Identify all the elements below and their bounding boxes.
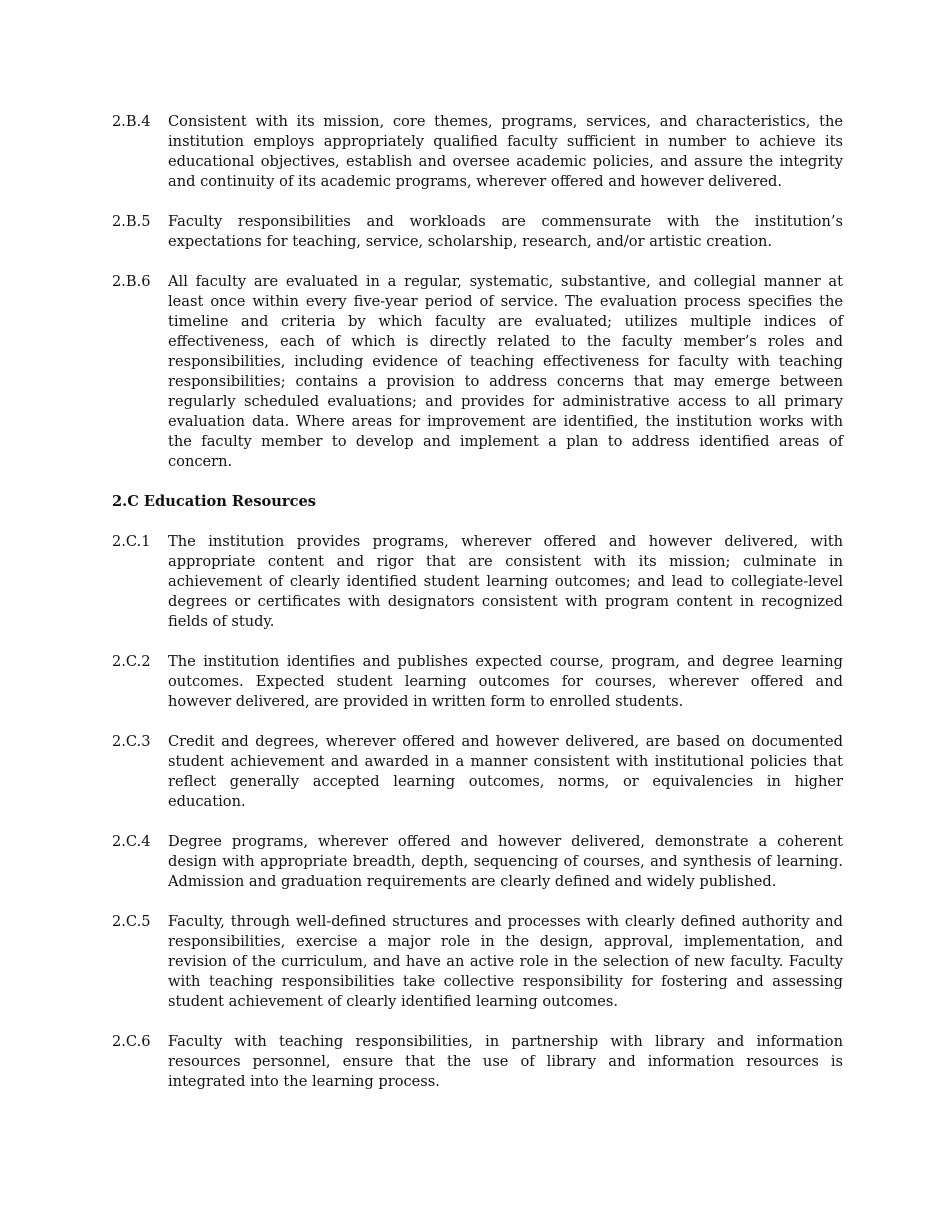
- standard-number: 2.C.2: [112, 653, 151, 670]
- standard-text: The institution provides programs, wherever offered and however delivered, with appropriate content and rigor that are consistent with its mission; culminate in achievement of clearly identified student learning outcomes; and lead to collegiate-level degrees or certificates with designators consistent with program content in recognized fields of study.: [168, 533, 843, 630]
- standard-2-c-5: [112, 912, 843, 1012]
- standard-number: 2.B.4: [112, 113, 151, 130]
- standard-text: Degree programs, wherever offered and however delivered, demonstrate a coherent design with appropriate breadth, depth, sequencing of courses, and synthesis of learning. Admission and graduation requirements are clearly defined and widely published.: [168, 833, 843, 890]
- standard-text: Consistent with its mission, core themes, programs, services, and characteristics, the institution employs appropriately qualified faculty sufficient in number to achieve its educational objectives, establish and oversee academic policies, and assure the integrity and continuity of its academic programs, wherever offered and however delivered.: [168, 113, 843, 190]
- standard-text: Faculty, through well-defined structures and processes with clearly defined authority and responsibilities, exercise a major role in the design, approval, implementation, and revision of the curriculum, and have an active role in the selection of new faculty. Faculty with teaching responsibilities take collective responsibility for fostering and assessing student achievement of clearly identified learning outcomes.: [168, 913, 843, 1010]
- standard-2-c-4: [112, 832, 843, 892]
- standard-text: Credit and degrees, wherever offered and however delivered, are based on documented student achievement and awarded in a manner consistent with institutional policies that reflect generally accepted learning outcomes, norms, or equivalencies in higher education.: [168, 733, 843, 810]
- document-page: [112, 112, 843, 1112]
- standard-number: 2.B.5: [112, 213, 151, 230]
- standard-2-c-6: [112, 1032, 843, 1092]
- standard-text: Faculty with teaching responsibilities, in partnership with library and information resources personnel, ensure that the use of library and information resources is integrated into the learning process.: [168, 1033, 843, 1090]
- standard-number: 2.C.1: [112, 533, 151, 550]
- standard-text: The institution identifies and publishes expected course, program, and degree learning outcomes. Expected student learning outcomes for courses, wherever offered and however delivered, are provided in written form to enrolled students.: [168, 653, 843, 710]
- standard-text: All faculty are evaluated in a regular, systematic, substantive, and collegial manner at least once within every five-year period of service. The evaluation process specifies the timeline and criteria by which faculty are evaluated; utilizes multiple indices of effectiveness, each of which is directly related to the faculty member’s roles and responsibilities, including evidence of teaching effectiveness for faculty with teaching responsibilities; contains a provision to address concerns that may emerge between regularly scheduled evaluations; and provides for administrative access to all primary evaluation data. Where areas for improvement are identified, the institution works with the faculty member to develop and implement a plan to address identified areas of concern.: [168, 273, 843, 470]
- standard-number: 2.C.4: [112, 833, 151, 850]
- standard-number: 2.C.3: [112, 733, 151, 750]
- standard-number: 2.C.6: [112, 1033, 151, 1050]
- standard-2-c-2: [112, 652, 843, 712]
- standard-number: 2.C.5: [112, 913, 151, 930]
- standard-2-b-6: [112, 272, 843, 472]
- standard-2-c-3: [112, 732, 843, 812]
- standard-number: 2.B.6: [112, 273, 151, 290]
- standard-2-c-1: [112, 532, 843, 632]
- section-heading: 2.C Education Resources: [112, 493, 316, 510]
- standard-text: Faculty responsibilities and workloads are commensurate with the institution’s expectations for teaching, service, scholarship, research, and/or artistic creation.: [168, 213, 843, 250]
- standard-2-b-5: [112, 212, 843, 252]
- standard-2-b-4: [112, 112, 843, 192]
